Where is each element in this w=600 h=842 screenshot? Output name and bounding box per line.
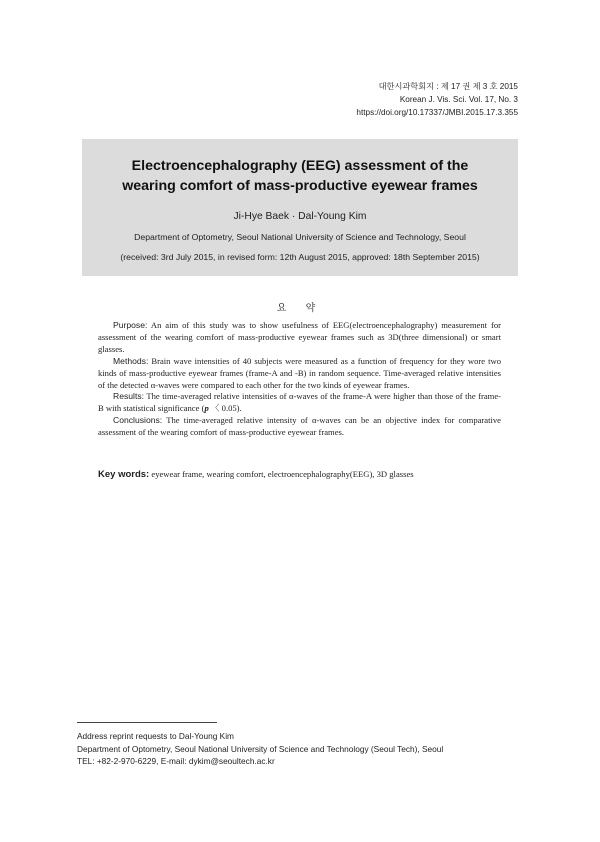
journal-volume: Korean J. Vis. Sci. Vol. 17, No. 3 [399, 95, 518, 104]
footnote-contact: TEL: +82-2-970-6229, E-mail: dykim@seoultech.ac.kr [77, 756, 275, 766]
abstract-results [98, 391, 501, 415]
journal-name: 대한시과학회지 : 제 17 권 제 3 호 2015 [378, 82, 518, 91]
received-dates: (received: 3rd July 2015, in revised form: 12th August 2015, approved: 18th September 2015) [120, 252, 480, 262]
keywords [98, 469, 518, 480]
results-text: The time-averaged relative intensities of α-waves of the frame-A were higher than those of the frame-B with statistical significance ( [98, 391, 501, 414]
purpose-label: Purpose: [113, 320, 148, 330]
abstract [98, 320, 501, 439]
conclusions-label: Conclusions: [113, 415, 163, 426]
p-value-symbol: p [204, 403, 209, 414]
doi-link[interactable]: https://doi.org/10.17337/JMBI.2015.17.3.355 [356, 108, 518, 117]
results-label: Results: [113, 391, 145, 402]
keywords-label: Key words: [98, 469, 150, 480]
affiliation: Department of Optometry, Seoul National University of Science and Technology, Seoul [134, 232, 466, 242]
methods-label: Methods: [113, 355, 149, 366]
abstract-conclusions [98, 415, 501, 439]
abstract-methods [98, 356, 501, 392]
paper-title: Electroencephalography (EEG) assessment of the wearing comfort of mass-productive eyewear frames [122, 158, 478, 194]
results-text-end: 〈 0.05). [208, 403, 242, 414]
conclusions-text: The time-averaged relative intensity of α-waves can be an objective index for comparative assessment of the wearing comfort of mass-productive eyewear frames. [98, 415, 501, 438]
footnote-divider [77, 722, 217, 723]
footnote-affiliation: Department of Optometry, Seoul National University of Science and Technology (Seoul Tech), Seoul [77, 743, 444, 754]
footnote-reprint: Address reprint requests to Dal-Young Kim [77, 731, 234, 741]
title-box [82, 139, 518, 276]
abstract-heading: 요 약 [276, 303, 324, 314]
purpose-text: An aim of this study was to show usefulness of EEG(electroencephalography) measurement for assessment of the wearing comfort of mass-productive eyewear frames such as 3D(three dimensional) or smart glasses. [98, 320, 501, 354]
journal-header [356, 80, 518, 119]
abstract-purpose [98, 320, 501, 356]
authors: Ji-Hye Baek · Dal-Young Kim [233, 211, 367, 222]
keywords-text: eyewear frame, wearing comfort, electroencephalography(EEG), 3D glasses [151, 469, 414, 479]
methods-text: Brain wave intensities of 40 subjects were measured as a function of frequency for they wore two kinds of mass-productive eyewear frames (frame-A and -B) in random sequence. Time-averaged relative intensities of the detected α-waves were compared to each other for the two kinds of eyewear frames. [98, 355, 501, 390]
footnote [77, 730, 517, 768]
